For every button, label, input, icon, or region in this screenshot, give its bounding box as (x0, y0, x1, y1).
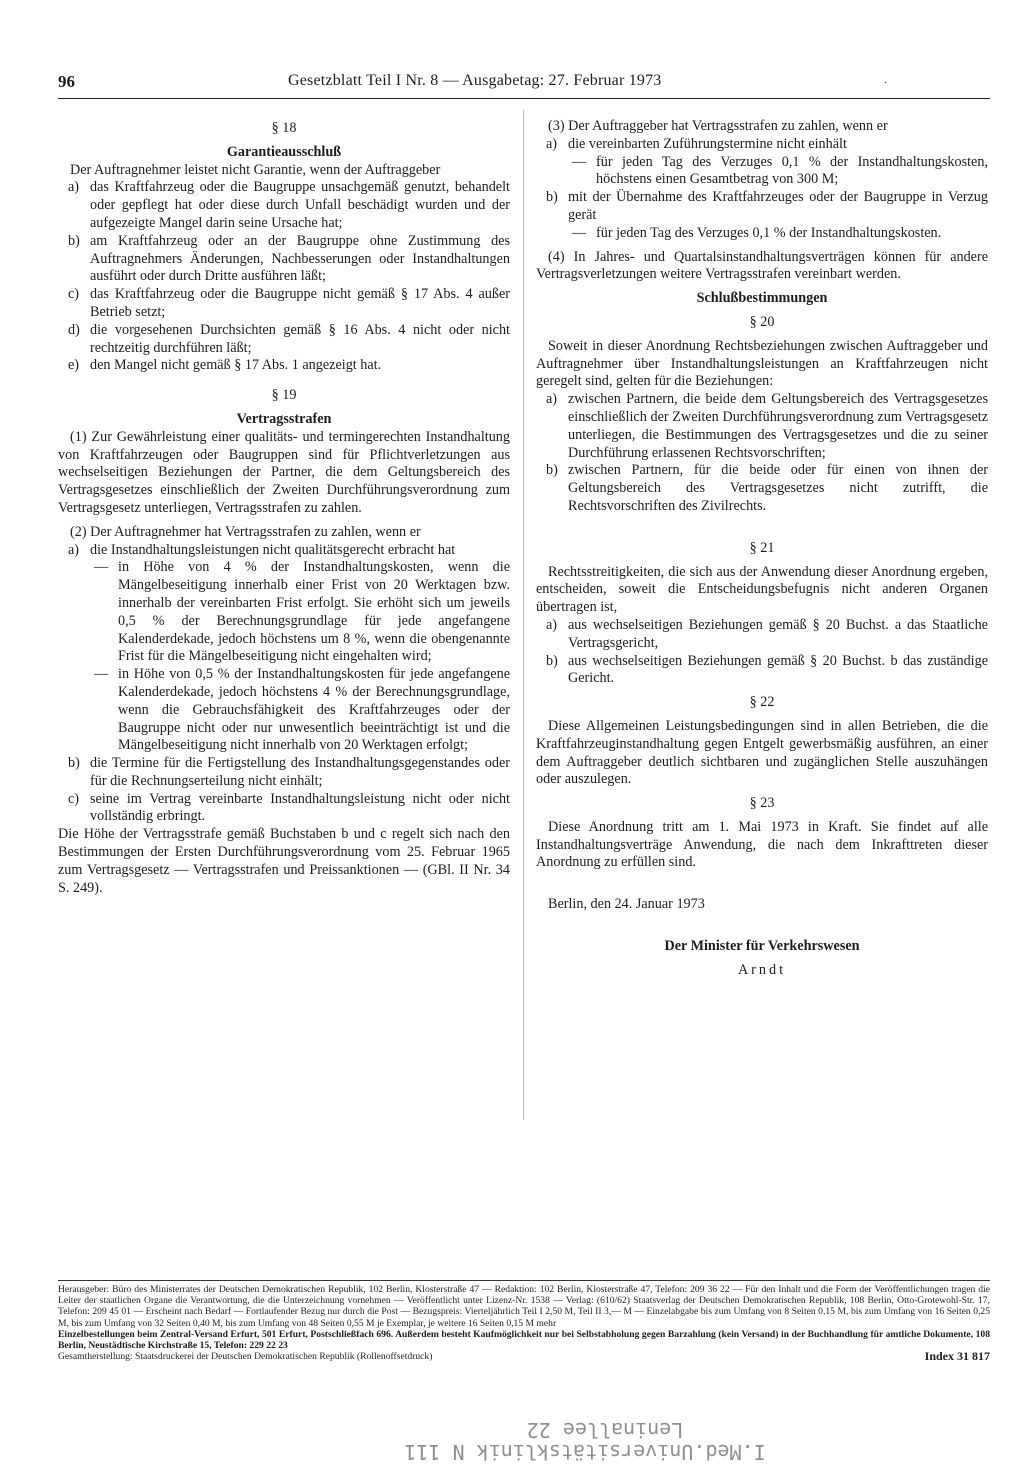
s20-intro: Soweit in dieser Anordnung Rechtsbeziehungen zwischen Auftraggeber und Auftragnehmer über Instandhaltungsleistungen an Kraftfahrzeugen nicht geregelt sind, gelten für die Beziehungen: (536, 337, 988, 390)
page-header (58, 70, 990, 99)
s23-number: § 23 (749, 795, 775, 812)
s19-item-a-label: a) (68, 541, 80, 558)
s21-intro: Rechtsstreitigkeiten, die sich aus der Anwendung dieser Anordnung ergeben, entscheiden, soweit die Entscheidungsbefugnis nicht anderen Organen übertragen ist, (536, 563, 988, 616)
s21-item-b-label: b) (546, 652, 558, 669)
s19-3-item-b-label: b) (546, 189, 558, 206)
s18-item-d (58, 322, 510, 358)
s19-para-2: (2) Der Auftragnehmer hat Vertragsstrafen zu zahlen, wenn er (70, 523, 421, 540)
s19-a-dash-2: — in Höhe von 0,5 % der Instandhaltungskosten für jede angefangene Kalenderdekade, jedoch höchstens 4 % der Berechnungsgrundlage, wenn die Gebrauchsfähigkeit des Kraftfahrzeuges oder der Baugruppe nicht oder nur unwesentlich beeinträchtigt ist und die Mängelbeseitigung nicht innerhalb von 20 Werktagen erfolgt; (94, 666, 510, 754)
s21-item-a (536, 617, 988, 653)
s21-item-b-text: aus wechselseitigen Beziehungen gemäß § 20 Buchst. b das zuständige Gericht. (568, 652, 988, 687)
imprint-last-row (58, 1351, 990, 1362)
s19-closing: Die Höhe der Vertragsstrafe gemäß Buchstaben b und c regelt sich nach den Bestimmungen der Ersten Durchführungsverordnung vom 25. Februar 1965 zum Vertragsgesetz — Vertragsstrafen und Preissanktionen — (GBl. II Nr. 34 S. 249). (58, 826, 510, 896)
schluss-title: Schlußbestimmungen (696, 290, 828, 307)
s20-item-b-label: b) (546, 462, 558, 479)
s19-number: § 19 (271, 387, 297, 404)
s19-3-a-dash: — für jeden Tag des Verzuges 0,1 % der Instandhaltungskosten, höchstens einen Gesamtbetrag von 300 M; (572, 153, 988, 188)
imprint-footer (58, 1280, 990, 1362)
s20-item-a (536, 391, 988, 462)
s19-3-a-dash-text: für jeden Tag des Verzuges 0,1 % der Instandhaltungskosten, höchstens einen Gesamtbetrag von 300 M; (596, 153, 988, 188)
s18-item-e-label: e) (68, 357, 80, 374)
s18-item-a-text: das Kraftfahrzeug oder die Baugruppe unsachgemäß genutzt, behandelt oder gepflegt hat oder diese durch Unfall beschädigt wurden und der aufgezeigte Mangel darin seine Ursache hat; (90, 179, 510, 231)
s18-item-b-text: am Kraftfahrzeug oder an der Baugruppe ohne Zustimmung des Auftragnehmers Änderungen, Nachbesserungen oder Instandhaltungen ausführt oder durch Dritte ausführen läßt; (90, 232, 510, 285)
s19-a-dash-1-text: in Höhe von 4 % der Instandhaltungskosten, wenn die Mängelbeseitigung innerhalb einer Frist von 20 Werktagen bzw. innerhalb der vereinbarten Frist erfolgt. Sie erhöht sich um jeweils 0,5 % der Berechnungsgrundlage für jede angefangene Kalenderdekade, jedoch höchstens um 8 %, wenn die obengenannte Frist für die Mängelbeseitigung nicht eingehalten wird; (118, 559, 510, 665)
s18-item-a (58, 179, 510, 232)
place-date: Berlin, den 24. Januar 1973 (548, 896, 705, 913)
s21-number: § 21 (749, 539, 775, 556)
s21-item-b (536, 653, 988, 689)
s19-3-b-dash: — für jeden Tag des Verzuges 0,1 % der Instandhaltungskosten. (536, 225, 988, 243)
s19-3-item-a-text: die vereinbarten Zuführungstermine nicht einhält (568, 135, 847, 152)
s20-item-b (536, 462, 988, 515)
minister-title: Der Minister für Verkehrswesen (664, 938, 860, 955)
index-number: Index 31 817 (924, 1349, 990, 1364)
column-divider (523, 110, 524, 1120)
s20-item-a-text: zwischen Partnern, die beide dem Geltungsbereich des Vertragsgesetzes einschließlich der Zweiten Durchführungsverordnung zum Vertragsgesetz unterliegen, die Bestimmungen des Vertragsgesetzes und die zu seiner Durchführung erlassenen Rechtsvorschriften; (568, 391, 988, 461)
right-column (536, 118, 988, 980)
s19-item-b-text: die Termine für die Fertigstellung des Instandhaltungsgegenstandes oder für die Rechnungserteilung nicht einhält; (90, 755, 510, 789)
s19-3-item-b-text: mit der Übernahme des Kraftfahrzeuges oder der Baugruppe in Verzug gerät (568, 189, 988, 223)
imprint-orders: Einzelbestellungen beim Zentral-Versand Erfurt, 501 Erfurt, Postschließfach 696. Außerdem besteht Kaufmöglichkeit nur bei Selbstabholung gegen Barzahlung (kein Versand) in der Buchhandlung für amtliche Dokumente, 108 Berlin, Neustädtische Kirchstraße 15, Telefon: 229 22 23 (58, 1328, 990, 1352)
imprint-publisher: Herausgeber: Büro des Ministerrates der Deutschen Demokratischen Republik, 102 Berlin, Klosterstraße 47 — Redaktion: 102 Berlin, Klosterstraße 47, Telefon: 209 36 22 — Für den Inhalt und die Form der Veröffentlichungen tragen die Leiter der staatlichen Organe die Verantwortung, die die Unterzeichnung vornehmen — Veröffentlicht unter Lizenz-Nr. 1538 — Verlag: (610/62) Staatsverlag der Deutschen Demokratischen Republik, 108 Berlin, Otto-Grotewohl-Str. 17, Telefon: 209 45 01 — Erscheint nach Bedarf — Fortlaufender Bezug nur durch die Post — Bezugspreis: Vierteljährlich Teil I 2,50 M, Teil II 3,— M — Einzelabgabe bis zum Umfang von 8 Seiten 0,15 M, bis zum Umfang von 16 Seiten 0,25 M, bis zum Umfang von 32 Seiten 0,40 M, bis zum Umfang von 48 Seiten 0,55 M je Exemplar, je weitere 16 Seiten 0,15 M mehr (58, 1284, 990, 1329)
header-mark: . (884, 72, 887, 86)
s18-item-c (58, 286, 510, 322)
s19-item-c-label: c) (68, 790, 80, 807)
s18-item-b-label: b) (68, 232, 80, 249)
s18-item-e (58, 357, 510, 375)
s19-para-4: (4) In Jahres- und Quartalsinstandhaltungsverträgen können für andere Vertragsverletzungen weitere Vertragsstrafen vereinbart werden. (536, 248, 988, 283)
s20-item-a-label: a) (546, 391, 558, 408)
s19-3-item-a-label: a) (546, 135, 558, 152)
s18-item-d-text: die vorgesehenen Durchsichten gemäß § 16 Abs. 4 nicht oder nicht rechtzeitig durchführen läßt; (90, 321, 510, 356)
library-stamp-street: Leninallee 22 (526, 1418, 684, 1442)
library-stamp-clinic: I.Med.Universitätsklinik N 111 (404, 1440, 766, 1464)
s18-item-d-label: d) (68, 321, 80, 338)
s19-a-dash-1: — in Höhe von 4 % der Instandhaltungskosten, wenn die Mängelbeseitigung innerhalb einer Frist von 20 Werktagen bzw. innerhalb der vereinbarten Frist erfolgt. Sie erhöht sich um jeweils 0,5 % der Berechnungsgrundlage für jede angefangene Kalenderdekade, jedoch höchstens um 8 %, wenn die obengenannte Frist für die Mängelbeseitigung nicht eingehalten wird; (94, 559, 510, 665)
s19-item-c (58, 791, 510, 827)
s19-item-a (58, 542, 510, 560)
s22-number: § 22 (749, 694, 775, 711)
s18-item-c-label: c) (68, 286, 80, 303)
s18-number: § 18 (271, 120, 297, 136)
page-number: 96 (58, 72, 75, 91)
s18-title: Garantieausschluß (226, 143, 342, 160)
s20-number: § 20 (749, 313, 775, 330)
s19-para-1: (1) Zur Gewährleistung einer qualitäts- und termingerechten Instandhaltung von Kraftfahrzeugen oder Baugruppen sind für Pflichtverletzungen aus wechselseitigen Beziehungen der Partner, die dem Geltungsbereich des Vertragsgesetzes einschließlich der Zweiten Durchführungsverordnung zum Vertragsgesetz unterliegen, Vertragsstrafen zu zahlen. (58, 428, 510, 516)
s21-item-a-label: a) (546, 616, 558, 633)
s18-item-c-text: das Kraftfahrzeug oder die Baugruppe nicht gemäß § 17 Abs. 4 außer Betrieb setzt; (90, 286, 510, 320)
imprint-printer: Gesamtherstellung: Staatsdruckerei der Deutschen Demokratischen Republik (Rollenoffsetdruck) (58, 1351, 433, 1363)
s18-intro: Der Auftragnehmer leistet nicht Garantie, wenn der Auftraggeber (70, 161, 441, 178)
s19-title: Vertragsstrafen (236, 410, 332, 427)
s19-3-b-dash-text: für jeden Tag des Verzuges 0,1 % der Instandhaltungskosten. (596, 224, 942, 241)
s22-text: Diese Allgemeinen Leistungsbedingungen sind in allen Betrieben, die die Kraftfahrzeuginstandhaltung gegen Entgelt gewerbsmäßig ausführen, an einer dem Auftraggeber deutlich sichtbaren und zugänglichen Stelle auszuhängen oder auszulegen. (536, 717, 988, 788)
s19-item-c-text: seine im Vertrag vereinbarte Instandhaltungsleistung nicht oder nicht vollständig erbringt. (90, 790, 510, 825)
s23-text: Diese Anordnung tritt am 1. Mai 1973 in Kraft. Sie findet auf alle Instandhaltungsverträge Anwendung, die nach dem Inkrafttreten dieser Anordnung zu erfüllen sind. (536, 818, 988, 871)
s20-item-b-text: zwischen Partnern, für die beide oder für einen von ihnen der Geltungsbereich des Vertragsgesetzes nicht zutrifft, die Rechtsvorschriften des Zivilrechts. (568, 462, 988, 514)
s19-3-item-b (536, 189, 988, 225)
s19-item-b-label: b) (68, 755, 80, 772)
s19-para-3: (3) Der Auftraggeber hat Vertragsstrafen zu zahlen, wenn er (548, 118, 888, 134)
left-column (58, 120, 510, 897)
s19-3-item-a (536, 136, 988, 154)
s18-item-b (58, 233, 510, 286)
signer-name: Arndt (737, 961, 787, 978)
s19-item-a-text: die Instandhaltungsleistungen nicht qualitätsgerecht erbracht hat (90, 541, 456, 558)
s19-a-dash-2-text: in Höhe von 0,5 % der Instandhaltungskosten für jede angefangene Kalenderdekade, jedoch höchstens 4 % der Berechnungsgrundlage, wenn die Gebrauchsfähigkeit des Kraftfahrzeuges oder der Baugruppe nicht oder nur unwesentlich beeinträchtigt ist und die Mängelbeseitigung nicht innerhalb von 20 Werktagen erfolgt; (118, 666, 510, 754)
s21-item-a-text: aus wechselseitigen Beziehungen gemäß § 20 Buchst. a das Staatliche Vertragsgericht, (568, 616, 988, 651)
s18-item-a-label: a) (68, 179, 80, 196)
s19-item-b (58, 755, 510, 791)
header-title: Gesetzblatt Teil I Nr. 8 — Ausgabetag: 27. Februar 1973 (288, 72, 662, 89)
s18-item-e-text: den Mangel nicht gemäß § 17 Abs. 1 angezeigt hat. (90, 357, 382, 374)
